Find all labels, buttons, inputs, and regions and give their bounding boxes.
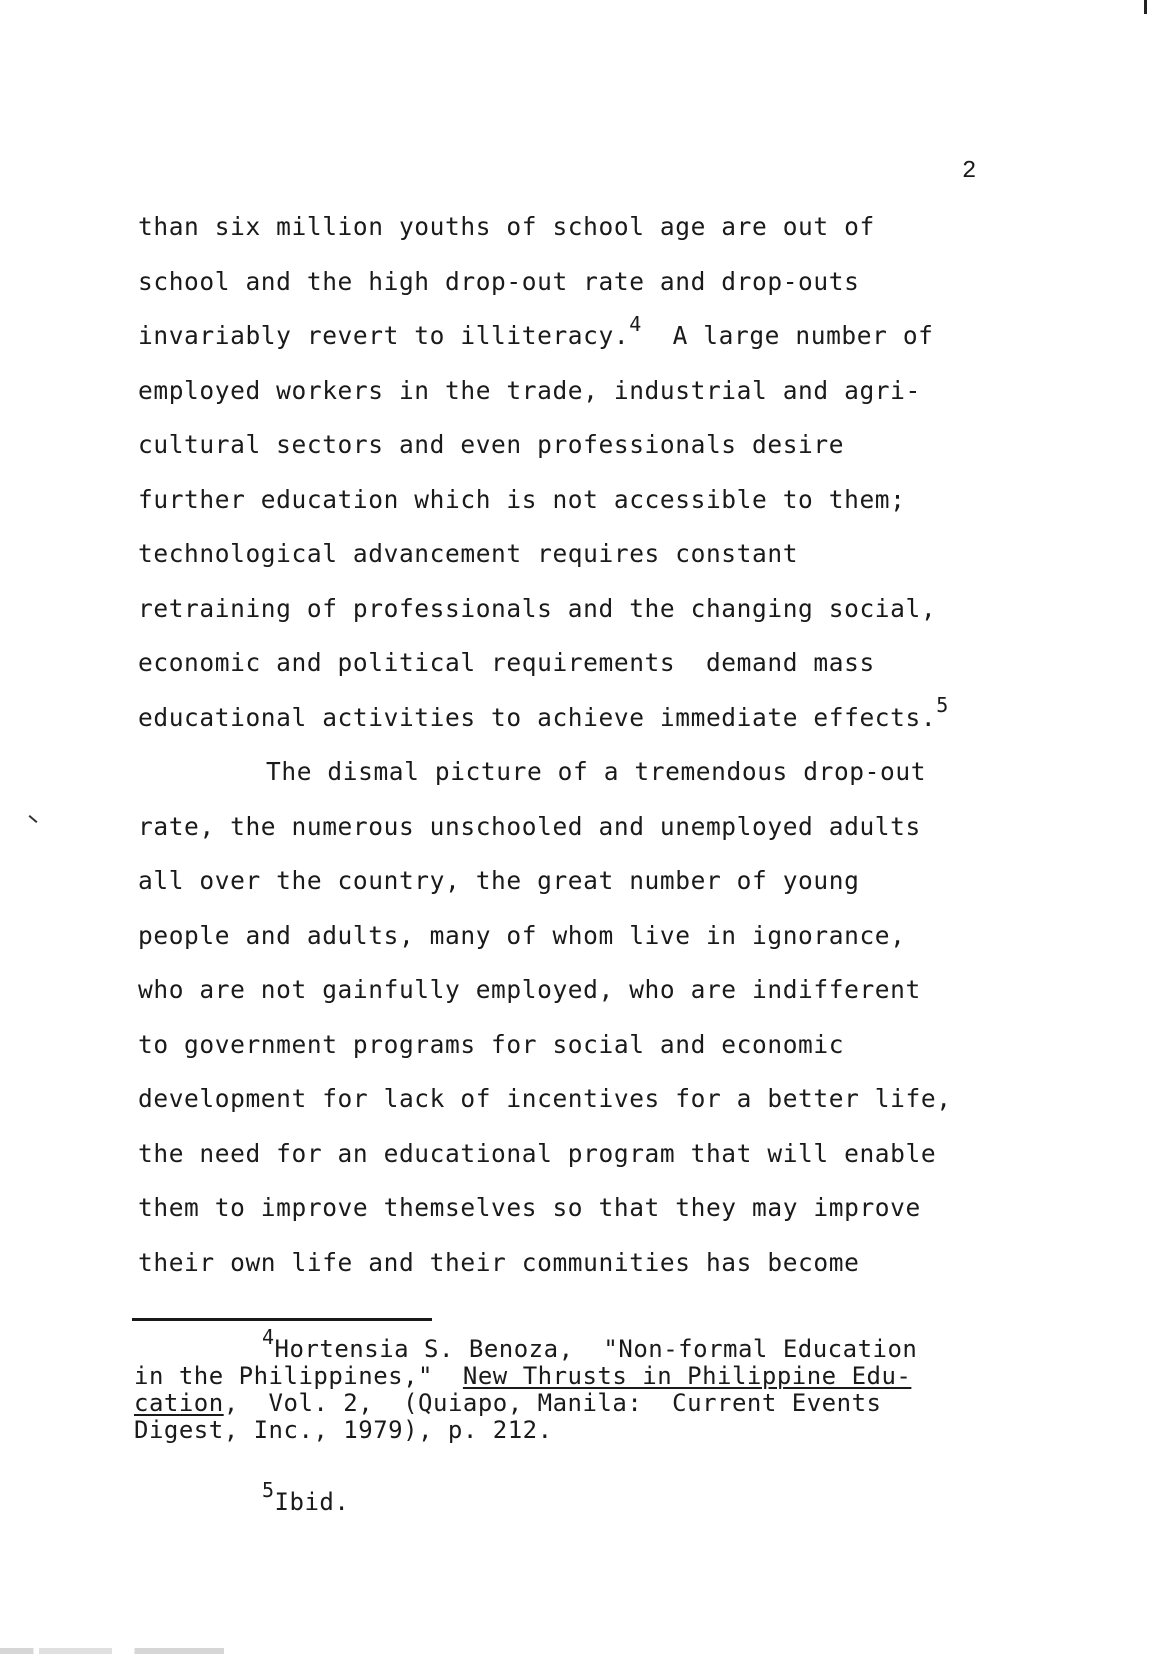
footnote-marker: 4 xyxy=(262,1325,275,1349)
body-line: retraining of professionals and the changing social, xyxy=(138,593,937,623)
footnote-text: , Vol. 2, (Quiapo, Manila: Current Events xyxy=(223,1389,882,1417)
footnote-line: Digest, Inc., 1979), p. 212. xyxy=(134,1416,553,1444)
footnote-text: in the Philippines," xyxy=(134,1362,463,1390)
body-line: employed workers in the trade, industrial and agri- xyxy=(138,375,921,405)
page-number: 2 xyxy=(962,158,977,185)
body-line: further education which is not accessible to them; xyxy=(138,484,906,514)
body-line: the need for an educational program that will enable xyxy=(138,1138,937,1168)
footnote-separator xyxy=(132,1318,432,1321)
footnote-text: Hortensia S. Benoza, "Non-formal Education xyxy=(274,1335,918,1363)
scan-footer-strip xyxy=(0,1648,280,1654)
body-line: them to improve themselves so that they may improve xyxy=(138,1193,921,1222)
scan-margin-mark xyxy=(29,815,38,823)
footnote-book-title: New Thrusts in Philippine Edu- xyxy=(462,1362,912,1390)
body-line: their own life and their communities has become xyxy=(138,1247,860,1277)
body-line-tail: A large number of xyxy=(641,321,934,350)
footnote-line xyxy=(134,1363,1014,1390)
body-line: rate, the numerous unschooled and unemployed adults xyxy=(138,811,921,841)
body-line: who are not gainfully employed, who are indifferent xyxy=(138,975,921,1004)
body-line: school and the high drop-out rate and drop-outs xyxy=(138,266,860,296)
body-line: all over the country, the great number of young xyxy=(138,866,860,895)
body-line: cultural sectors and even professionals desire xyxy=(138,430,845,459)
footnote-5 xyxy=(262,1478,350,1516)
paragraph-start-line: The dismal picture of a tremendous drop-out xyxy=(266,757,927,786)
body-line: people and adults, many of whom live in ignorance, xyxy=(138,920,906,950)
body-line: development for lack of incentives for a better life, xyxy=(138,1084,952,1113)
body-line-text: invariably revert to illiteracy. xyxy=(138,321,630,350)
body-line-text: educational activities to achieve immediate effects. xyxy=(138,702,937,732)
body-text xyxy=(138,200,1018,1290)
body-line: than six million youths of school age are out of xyxy=(138,212,875,241)
footnote-ref-4: 4 xyxy=(629,311,642,336)
footnote-text: Ibid. xyxy=(274,1488,350,1516)
body-line-with-footnote-ref xyxy=(138,309,1018,364)
footnote-line xyxy=(134,1325,1014,1363)
body-line: economic and political requirements demand mass xyxy=(138,648,875,677)
body-line: to government programs for social and economic xyxy=(138,1029,845,1059)
footnote-4 xyxy=(134,1325,1014,1444)
footnote-book-title: cation xyxy=(134,1389,224,1417)
footnote-marker: 5 xyxy=(262,1478,275,1502)
scan-corner-mark xyxy=(1144,0,1147,14)
footnote-line xyxy=(134,1390,1014,1417)
body-line-with-footnote-ref xyxy=(138,691,1018,746)
body-line: technological advancement requires constant xyxy=(138,539,799,568)
footnote-ref-5: 5 xyxy=(936,693,949,718)
